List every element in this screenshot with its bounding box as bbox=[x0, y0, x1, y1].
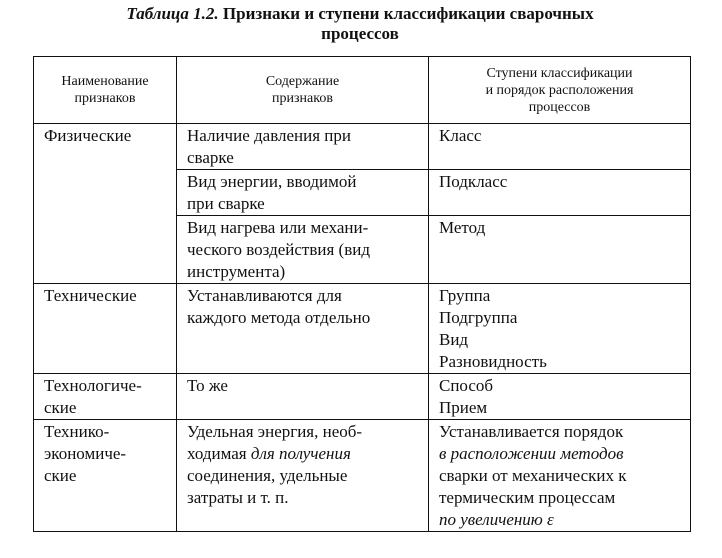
step-line: сварки от механических к bbox=[439, 466, 627, 485]
content-fragment-italic: для получения bbox=[250, 444, 351, 463]
step-line-italic: в расположении методов bbox=[439, 444, 624, 463]
step-item: Разновидность bbox=[439, 352, 547, 371]
caption-title-line1: Признаки и ступени классификации сварочных bbox=[222, 4, 594, 23]
name-line: экономиче- bbox=[44, 444, 127, 463]
content-line: затраты и т. п. bbox=[187, 488, 289, 507]
content-fragment: ходимая bbox=[187, 444, 251, 463]
content-line: Удельная энергия, необ- bbox=[187, 422, 363, 441]
table-row bbox=[34, 284, 691, 374]
content-line: сварке bbox=[187, 148, 234, 167]
step-item: Вид bbox=[439, 330, 469, 349]
step-line: Устанавливается порядок bbox=[439, 422, 624, 441]
header-row bbox=[34, 57, 691, 124]
caption-lead: Таблица 1.2. bbox=[126, 4, 219, 23]
row-economic-steps bbox=[429, 420, 691, 532]
row-physical-content-2 bbox=[177, 170, 429, 216]
step-line-italic: по увеличению ε bbox=[439, 510, 554, 529]
row-economic-content bbox=[177, 420, 429, 532]
row-physical-step-3: Метод bbox=[429, 216, 691, 284]
header-c3-line1: Ступени классификации bbox=[486, 65, 633, 81]
classification-table bbox=[33, 56, 691, 532]
content-line: Вид нагрева или механи- bbox=[187, 218, 369, 237]
content-line: при сварке bbox=[187, 194, 265, 213]
content-line bbox=[187, 443, 424, 465]
header-c2-line1: Содержание bbox=[265, 74, 340, 89]
row-physical-step-1: Класс bbox=[429, 124, 691, 170]
header-c1-line1: Наименование bbox=[61, 74, 149, 89]
content-line: инструмента) bbox=[187, 262, 286, 281]
row-physical-step-2: Подкласс bbox=[429, 170, 691, 216]
row-technical-steps bbox=[429, 284, 691, 374]
table-row bbox=[34, 420, 691, 532]
row-technical-name: Технические bbox=[34, 284, 177, 374]
row-economic-name bbox=[34, 420, 177, 532]
row-technological-name bbox=[34, 374, 177, 420]
name-line: ские bbox=[44, 398, 77, 417]
row-technological-content: То же bbox=[177, 374, 429, 420]
step-line: термическим процессам bbox=[439, 488, 616, 507]
header-c2-line2: признаков bbox=[272, 91, 333, 106]
step-item: Прием bbox=[439, 398, 488, 417]
content-line: Наличие давления при bbox=[187, 126, 351, 145]
header-c3-line2: и порядок расположения bbox=[485, 82, 634, 98]
header-c3-line3: процессов bbox=[528, 99, 591, 115]
name-line: Технологиче- bbox=[44, 376, 142, 395]
caption-title-line2: процессов bbox=[321, 24, 399, 43]
row-physical-name: Физические bbox=[34, 124, 177, 284]
table-row bbox=[34, 374, 691, 420]
name-line: ские bbox=[44, 466, 77, 485]
content-line: Вид энергии, вводимой bbox=[187, 172, 357, 191]
name-line: Технико- bbox=[44, 422, 110, 441]
header-classification-steps bbox=[429, 57, 691, 124]
step-item: Группа bbox=[439, 286, 491, 305]
content-line: ческого воздействия (вид bbox=[187, 240, 370, 259]
content-line: Устанавливаются для bbox=[187, 286, 342, 305]
table-row bbox=[34, 124, 691, 170]
row-physical-content-1 bbox=[177, 124, 429, 170]
step-item: Способ bbox=[439, 376, 494, 395]
header-c1-line2: признаков bbox=[74, 91, 136, 106]
content-line: каждого метода отдельно bbox=[187, 308, 371, 327]
table-caption bbox=[60, 4, 660, 44]
content-line: соединения, удельные bbox=[187, 466, 348, 485]
step-item: Подгруппа bbox=[439, 308, 518, 327]
header-feature-name bbox=[34, 57, 177, 124]
row-physical-content-3 bbox=[177, 216, 429, 284]
row-technological-steps bbox=[429, 374, 691, 420]
row-technical-content bbox=[177, 284, 429, 374]
header-feature-content bbox=[177, 57, 429, 124]
